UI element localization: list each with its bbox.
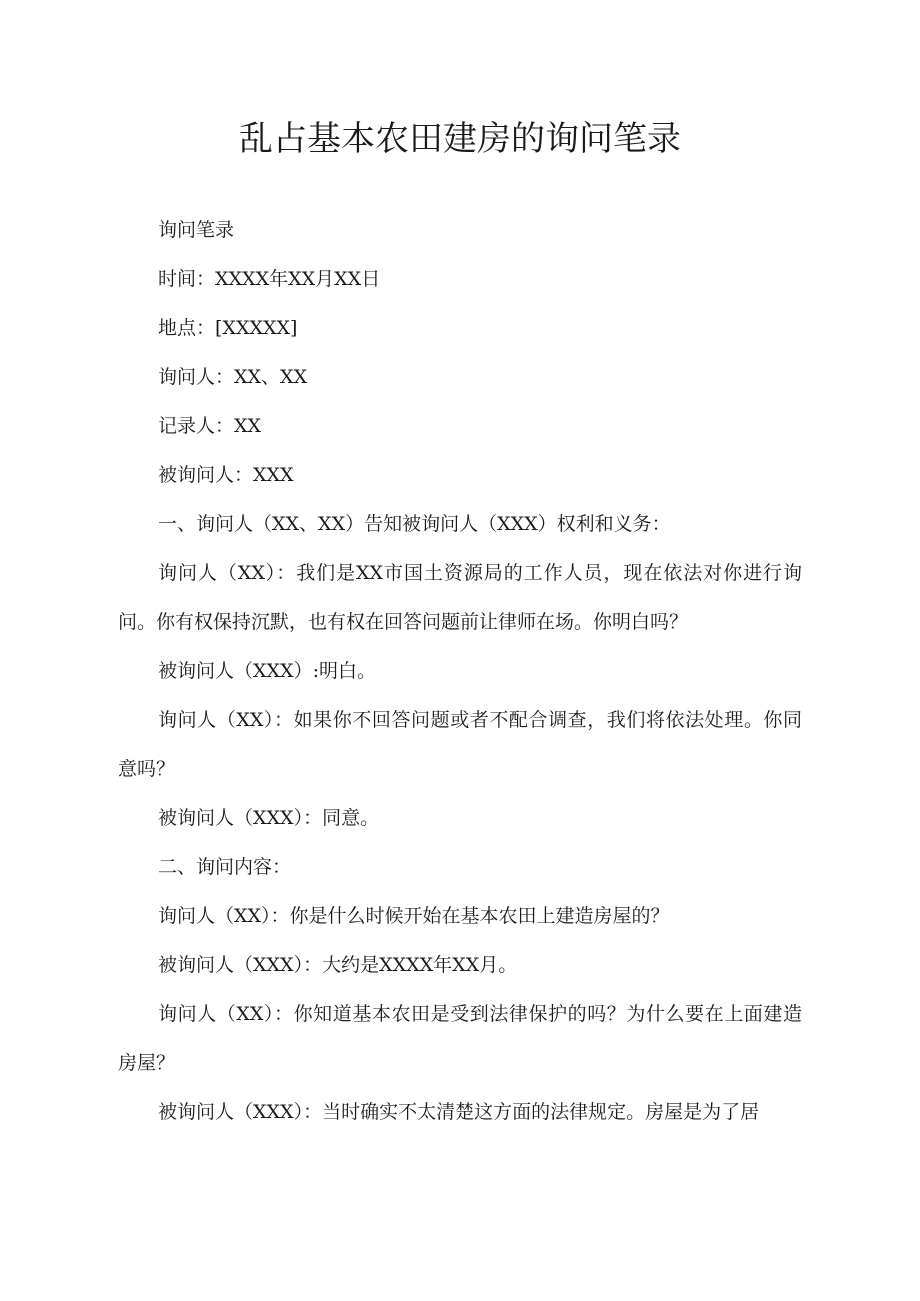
- dialogue-paragraph: 询问人（XX）：你是什么时候开始在基本农田上建造房屋的？: [158, 905, 670, 927]
- paragraph-interviewers: 询问人：XX、XX: [158, 366, 308, 388]
- paragraph-time: 时间：XXXX年XX月XX日: [158, 268, 381, 290]
- paragraph-interviewee: 被询问人：XXX: [158, 464, 294, 486]
- dialogue-paragraph: 被询问人（XXX）：大约是XXXX年XX月。: [158, 954, 518, 976]
- dialogue-paragraph: 被询问人（XXX）:明白。: [158, 660, 376, 682]
- paragraph-recorder: 记录人：XX: [158, 415, 262, 437]
- dialogue-paragraph: 询问人（XX）：我们是XX市国土资源局的工作人员，现在依法对你进行询问。你有权保持沉默，也有权在回答问题前让律师在场。你明白吗？: [118, 562, 802, 633]
- dialogue-paragraph: 被询问人（XXX）：当时确实不太清楚这方面的法律规定。房屋是为了居: [158, 1101, 760, 1123]
- dialogue-paragraph: 询问人（XX）：如果你不回答问题或者不配合调查，我们将依法处理。你同意吗？: [118, 709, 802, 780]
- document-body: [118, 206, 802, 1137]
- dialogue-paragraph: 询问人（XX）：你知道基本农田是受到法律保护的吗？为什么要在上面建造房屋？: [118, 1003, 802, 1074]
- paragraph-location: 地点：[XXXXX]: [158, 317, 298, 339]
- paragraph-heading: 询问笔录: [158, 219, 235, 241]
- section-heading-rights: 一、询问人（XX、XX）告知被询问人（XXX）权利和义务：: [158, 513, 671, 535]
- dialogue-paragraph: 被询问人（XXX）：同意。: [158, 807, 380, 829]
- section-heading-content: 二、询问内容：: [158, 856, 292, 878]
- document-title: 乱占基本农田建房的询问笔录: [239, 119, 681, 159]
